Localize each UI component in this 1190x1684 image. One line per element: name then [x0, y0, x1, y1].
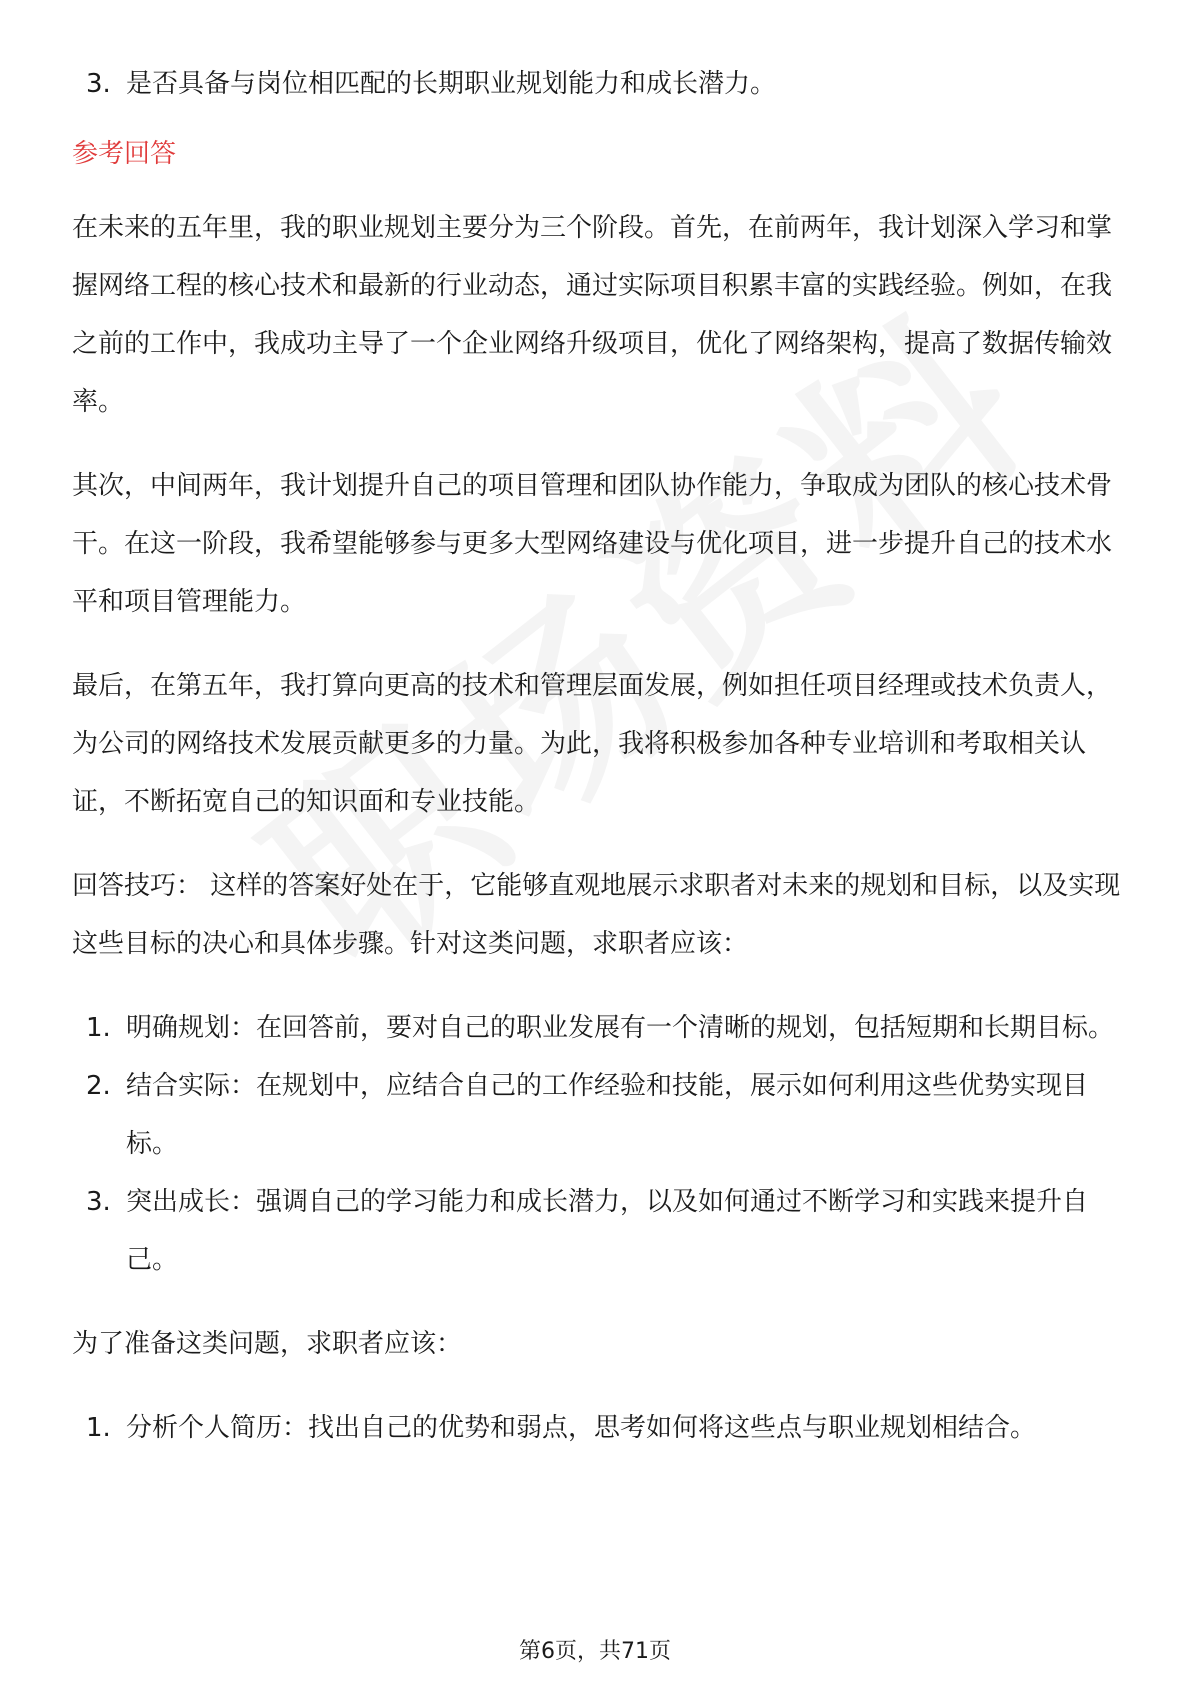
answer-paragraph-3: 最后，在第五年，我打算向更高的技术和管理层面发展，例如担任项目经理或技术负责人，为公司的网络技术发展贡献更多的力量。为此，我将积极参加各种专业培训和考取相关认证，不断拓宽自己的知识面和专业技能。 [72, 671, 1113, 817]
tips-paragraph: 回答技巧： 这样的答案好处在于，它能够直观地展示求职者对未来的规划和目标，以及实现这些目标的决心和具体步骤。针对这类问题，求职者应该： [72, 871, 1121, 959]
list-item-text: 突出成长：强调自己的学习能力和成长潜力，以及如何通过不断学习和实践来提升自己。 [126, 1187, 1089, 1275]
list-item-text: 分析个人简历：找出自己的优势和弱点，思考如何将这些点与职业规划相结合。 [126, 1413, 1037, 1443]
list-number: 3. [86, 69, 111, 99]
list-number: 1. [86, 1013, 111, 1043]
answer-paragraph-1: 在未来的五年里，我的职业规划主要分为三个阶段。首先，在前两年，我计划深入学习和掌握网络工程的核心技术和最新的行业动态，通过实际项目积累丰富的实践经验。例如，在我之前的工作中，我成功主导了一个企业网络升级项目，优化了网络架构，提高了数据传输效率。 [72, 213, 1113, 417]
prep-list [72, 1399, 1122, 1457]
list-item-prev-3 [72, 55, 1122, 113]
list-number: 2. [86, 1071, 111, 1101]
page-content [72, 55, 1122, 1457]
prep-paragraph: 为了准备这类问题，求职者应该： [72, 1329, 463, 1359]
list-item-text: 明确规划：在回答前，要对自己的职业发展有一个清晰的规划，包括短期和长期目标。 [126, 1013, 1115, 1043]
list-item [72, 1173, 1122, 1289]
list-number: 1. [86, 1413, 111, 1443]
list-item [72, 1399, 1122, 1457]
answer-paragraph-2: 其次，中间两年，我计划提升自己的项目管理和团队协作能力，争取成为团队的核心技术骨干。在这一阶段，我希望能够参与更多大型网络建设与优化项目，进一步提升自己的技术水平和项目管理能力。 [72, 471, 1113, 617]
tips-list [72, 999, 1122, 1289]
list-number: 3. [86, 1187, 111, 1217]
list-item [72, 999, 1122, 1057]
list-item [72, 1057, 1122, 1173]
list-item-text: 结合实际：在规划中，应结合自己的工作经验和技能，展示如何利用这些优势实现目标。 [126, 1071, 1089, 1159]
page-footer: 第6页，共71页 [519, 1639, 671, 1664]
list-item-text: 是否具备与岗位相匹配的长期职业规划能力和成长潜力。 [126, 69, 777, 99]
section-title-reference-answer: 参考回答 [72, 139, 177, 169]
